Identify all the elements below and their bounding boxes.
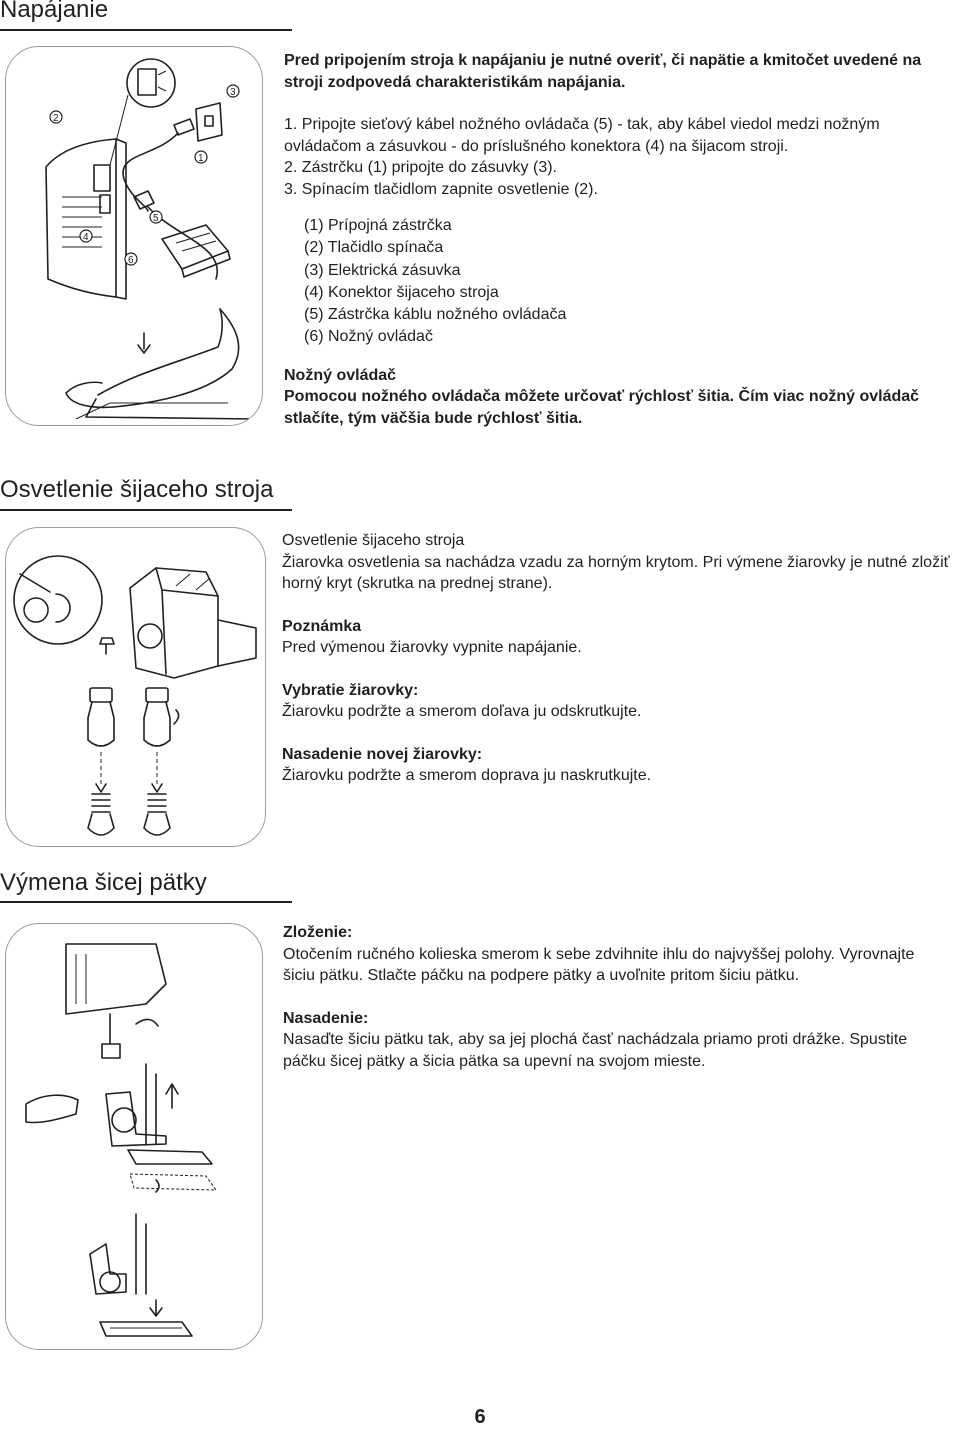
- note-title: Poznámka: [282, 617, 362, 635]
- callout-3: 3: [230, 87, 236, 98]
- section-title-light: Osvetlenie šijaceho stroja: [0, 476, 274, 503]
- foot-remove-text: Otočením ručného kolieska smerom k sebe zdvihnite ihlu do najvyššej polohy. Vyrovnajte šiciu pätku. Stlačte páčku na podpere pätky a uvoľnite pritom šiciu pätku.: [283, 945, 915, 984]
- section-title-power: Napájanie: [0, 0, 109, 23]
- callout-6: 6: [128, 255, 134, 266]
- power-connection-illustration: [5, 46, 263, 426]
- light-body: Žiarovka osvetlenia sa nachádza vzadu za horným krytom. Pri výmene žiarovky je nutné zložiť horný kryt (skrutka na prednej strane).: [282, 553, 950, 592]
- foot-remove-title: Zloženie:: [283, 924, 353, 941]
- legend-item: (1) Prípojná zástrčka: [304, 217, 452, 234]
- light-subtitle: Osvetlenie šijaceho stroja: [282, 532, 465, 549]
- legend-item: (4) Konektor šijaceho stroja: [304, 283, 499, 301]
- presser-foot-illustration: [5, 923, 263, 1350]
- light-instructions: [282, 530, 952, 787]
- foot-attach-text: Nasaďte šiciu pätku tak, aby sa jej plochá časť nachádzala priamo proti drážke. Spustite páčku šicej pätky a šicia pätka sa upevní na svojom mieste.: [283, 1031, 908, 1070]
- foot-control-title: Nožný ovládač: [284, 366, 397, 384]
- foot-control-text: Pomocou nožného ovládača môžete určovať rýchlosť šitia. Čím viac nožný ovládač stlačíte, tým väčšia bude rýchlosť šitia.: [284, 388, 920, 427]
- callout-1: 1: [198, 153, 204, 164]
- step-number: 2.: [284, 159, 298, 176]
- bulb-insert-title: Nasadenie novej žiarovky:: [282, 745, 483, 763]
- step-text: Zástrčku (1) pripojte do zásuvky (3).: [301, 159, 557, 176]
- step-3: [284, 179, 944, 201]
- note-text: Pred výmenou žiarovky vypnite napájanie.: [282, 639, 582, 656]
- section-divider: [0, 901, 292, 903]
- legend-item: (6) Nožný ovládač: [304, 328, 433, 346]
- bulb-insert-text: Žiarovku podržte a smerom doprava ju naskrutkujte.: [282, 767, 652, 784]
- parts-legend: [304, 215, 944, 349]
- section-title-presser-foot: Výmena šicej pätky: [0, 869, 207, 896]
- step-number: 3.: [284, 180, 298, 198]
- section-divider: [0, 509, 292, 511]
- legend-item: (3) Elektrická zásuvka: [304, 261, 461, 279]
- step-number: 1.: [284, 116, 298, 133]
- callout-5: 5: [153, 213, 159, 224]
- legend-item: (5) Zástrčka káblu nožného ovládača: [304, 306, 567, 324]
- callout-2: 2: [53, 113, 59, 124]
- callout-4: 4: [83, 232, 89, 243]
- power-intro: Pred pripojením stroja k napájaniu je nutné overiť, či napätie a kmitočet uvedené na stroji zodpovedá charakteristikám napájania.: [284, 52, 922, 91]
- section-divider: [0, 29, 292, 31]
- step-text: Spínacím tlačidlom zapnite osvetlenie (2).: [301, 180, 598, 198]
- page-number: 6: [474, 1406, 486, 1428]
- foot-attach-title: Nasadenie:: [283, 1009, 369, 1027]
- step-text: Pripojte sieťový kábel nožného ovládača (5) - tak, aby kábel viedol medzi nožným ovládačom a zásuvkou - do príslušného konektora (4) na šijacom stroji.: [284, 116, 880, 155]
- bulb-replacement-illustration: [5, 527, 266, 847]
- legend-item: (2) Tlačidlo spínača: [304, 239, 444, 257]
- presser-foot-instructions: [283, 922, 948, 1072]
- step-1: [284, 114, 944, 157]
- bulb-remove-text: Žiarovku podržte a smerom doľava ju odskrutkujte.: [282, 703, 642, 720]
- bulb-remove-title: Vybratie žiarovky:: [282, 681, 419, 699]
- power-steps: [284, 114, 944, 200]
- step-2: [284, 157, 944, 179]
- power-instructions: [284, 50, 944, 429]
